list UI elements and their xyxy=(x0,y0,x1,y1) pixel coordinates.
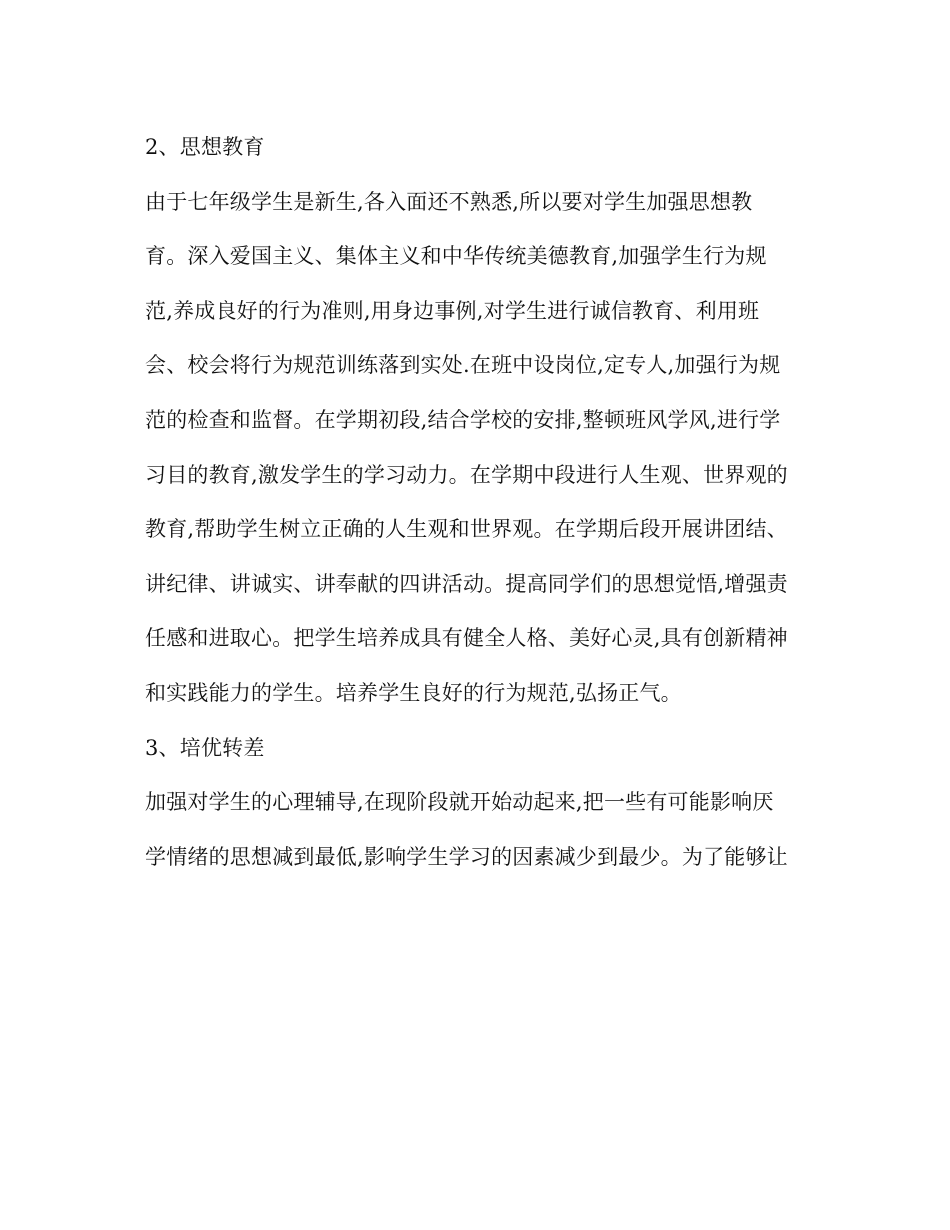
paragraph-line: 范,养成良好的行为准则,用身边事例,对学生进行诚信教育、利用班 xyxy=(145,298,760,323)
paragraph-line: 由于七年级学生是新生,各入面还不熟悉,所以要对学生加强思想教 xyxy=(145,189,753,214)
document-body xyxy=(145,120,810,884)
paragraph-line: 育。深入爱国主义、集体主义和中华传统美德教育,加强学生行为规 xyxy=(145,244,767,269)
paragraph-line: 学情绪的思想减到最低,影响学生学习的因素减少到最少。为了能够让 xyxy=(145,844,788,869)
paragraph-line: 范的检查和监督。在学期初段,结合学校的安排,整顿班风学风,进行学 xyxy=(145,407,781,432)
paragraph-line: 习目的教育,激发学生的学习动力。在学期中段进行人生观、世界观的 xyxy=(145,462,788,487)
paragraph-line: 加强对学生的心理辅导,在现阶段就开始动起来,把一些有可能影响厌 xyxy=(145,790,774,815)
paragraph-line: 和实践能力的学生。培养学生良好的行为规范,弘扬正气。 xyxy=(145,680,682,705)
paragraph-line: 任感和进取心。把学生培养成具有健全人格、美好心灵,具有创新精神 xyxy=(145,626,788,651)
paragraph-line: 教育,帮助学生树立正确的人生观和世界观。在学期后段开展讲团结、 xyxy=(145,517,788,542)
paragraph-line: 会、校会将行为规范训练落到实处.在班中设岗位,定专人,加强行为规 xyxy=(145,353,781,378)
paragraph-line: 讲纪律、讲诚实、讲奉献的四讲活动。提高同学们的思想觉悟,增强责 xyxy=(145,571,788,596)
section-heading-ideological-education: 2、思想教育 xyxy=(145,135,265,159)
section-heading-tutoring: 3、培优转差 xyxy=(145,735,265,760)
